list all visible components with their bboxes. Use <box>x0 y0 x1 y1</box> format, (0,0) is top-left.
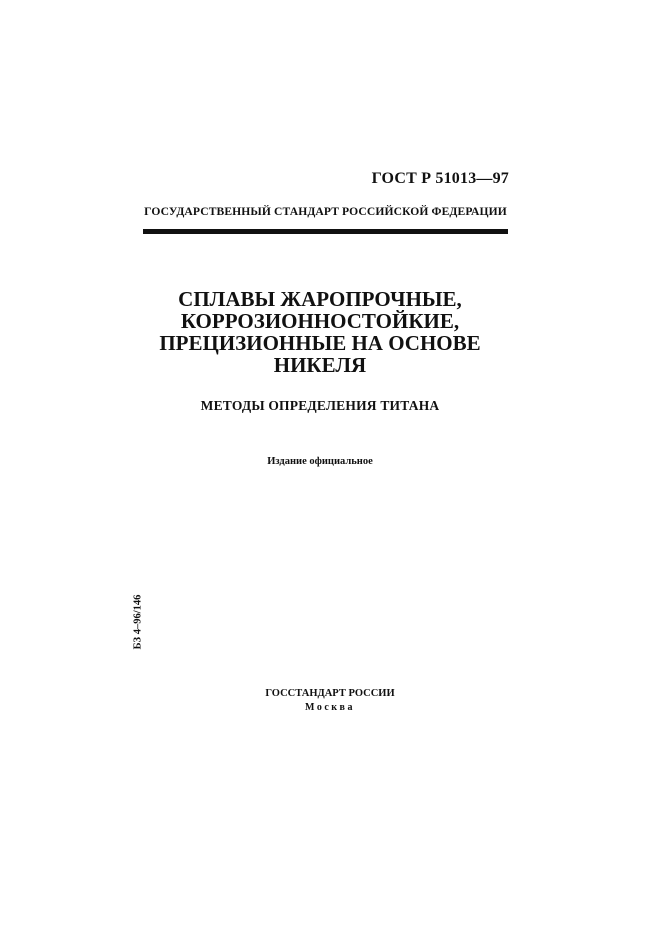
main-title <box>110 288 530 376</box>
title-line: КОРРОЗИОННОСТОЙКИЕ, <box>180 309 460 333</box>
publisher: ГОССТАНДАРТ РОССИИ <box>265 688 395 699</box>
title-line: СПЛАВЫ ЖАРОПРОЧНЫЕ, <box>178 287 462 311</box>
subtitle: МЕТОДЫ ОПРЕДЕЛЕНИЯ ТИТАНА <box>200 398 440 413</box>
heading-divider <box>143 229 508 234</box>
city: Москва <box>305 702 355 713</box>
state-standard-heading: ГОСУДАРСТВЕННЫЙ СТАНДАРТ РОССИЙСКОЙ ФЕДЕРАЦИИ <box>144 205 507 218</box>
edition-label: Издание официальное <box>267 456 373 467</box>
gost-number: ГОСТ Р 51013—97 <box>371 170 509 187</box>
title-line: ПРЕЦИЗИОННЫЕ НА ОСНОВЕ <box>159 331 481 355</box>
side-code: БЗ 4–96/146 <box>132 594 144 650</box>
title-line: НИКЕЛЯ <box>273 353 367 377</box>
